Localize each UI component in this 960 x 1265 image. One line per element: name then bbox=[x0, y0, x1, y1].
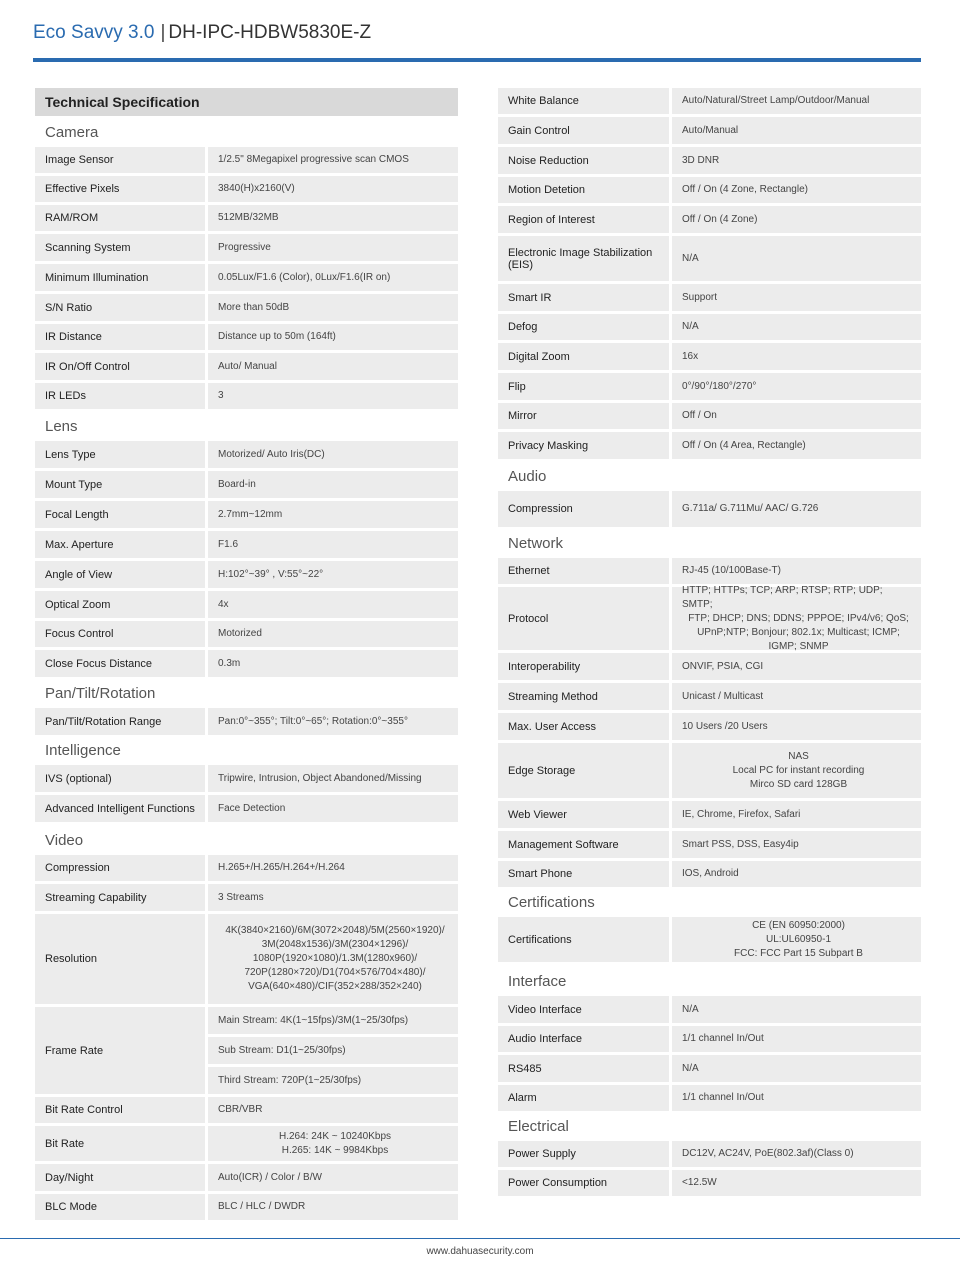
spec-row-frame-rate bbox=[35, 1007, 458, 1094]
spec-row-ivs-optional bbox=[35, 765, 458, 792]
section-heading-electrical: Electrical bbox=[508, 1118, 569, 1135]
spec-label: Region of Interest bbox=[508, 213, 595, 226]
spec-value: Pan:0°~355°; Tilt:0°~65°; Rotation:0°~355° bbox=[205, 708, 458, 735]
spec-value: N/A bbox=[669, 236, 921, 281]
model-name: DH-IPC-HDBW5830E-Z bbox=[168, 22, 372, 43]
header-rule bbox=[33, 58, 921, 62]
spec-value: Sub Stream: D1(1~25/30fps) bbox=[208, 1037, 458, 1064]
spec-value-line: Mirco SD card 128GB bbox=[749, 778, 848, 790]
spec-value-line: NAS bbox=[788, 750, 809, 762]
spec-label: Compression bbox=[45, 862, 110, 874]
spec-row-effective-pixels bbox=[35, 176, 458, 202]
spec-value: 1/1 channel In/Out bbox=[669, 1026, 921, 1052]
spec-value: IOS, Android bbox=[669, 861, 921, 887]
spec-value-line: 3M(2048x1536)/3M(2304×1296)/ bbox=[261, 939, 409, 950]
spec-value: Motorized/ Auto Iris(DC) bbox=[205, 441, 458, 468]
spec-value: Distance up to 50m (164ft) bbox=[205, 324, 458, 350]
spec-label: Smart Phone bbox=[508, 868, 573, 880]
spec-value: 0.3m bbox=[205, 650, 458, 677]
spec-value-line: H.265: 14K ~ 9984Kbps bbox=[281, 1144, 389, 1156]
spec-value: Board-in bbox=[205, 471, 458, 498]
spec-title: Technical Specification bbox=[35, 88, 458, 116]
spec-row-audio-interface bbox=[498, 1026, 921, 1052]
spec-label: Image Sensor bbox=[45, 154, 114, 166]
spec-label: Mirror bbox=[508, 410, 537, 422]
spec-value: 0°/90°/180°/270° bbox=[669, 373, 921, 400]
spec-row-power-consumption bbox=[498, 1170, 921, 1196]
spec-row-max-user-access bbox=[498, 713, 921, 740]
spec-value-line: 1080P(1920×1080)/1.3M(1280x960)/ bbox=[252, 953, 418, 964]
spec-label: IR On/Off Control bbox=[45, 360, 130, 373]
spec-row-s-n-ratio bbox=[35, 294, 458, 321]
spec-row-pan-tilt-rotation-range bbox=[35, 708, 458, 735]
section-heading-lens: Lens bbox=[45, 418, 78, 435]
section-heading-camera: Camera bbox=[45, 124, 99, 141]
spec-value: 2.7mm~12mm bbox=[205, 501, 458, 528]
section-heading-intelligence: Intelligence bbox=[45, 742, 121, 759]
spec-label: Scanning System bbox=[45, 241, 131, 254]
spec-value: Unicast / Multicast bbox=[669, 683, 921, 710]
section-heading-pan-tilt-rotation: Pan/Tilt/Rotation bbox=[45, 685, 156, 702]
spec-label: Privacy Masking bbox=[508, 439, 589, 452]
spec-row-region-of-interest bbox=[498, 206, 921, 233]
footer-rule bbox=[0, 1238, 960, 1239]
spec-label: RS485 bbox=[508, 1062, 542, 1075]
section-heading-video: Video bbox=[45, 832, 84, 849]
spec-row-focal-length bbox=[35, 501, 458, 528]
spec-label: Advanced Intelligent Functions bbox=[45, 802, 195, 815]
spec-row-certifications bbox=[498, 917, 921, 962]
spec-value: 16x bbox=[669, 343, 921, 370]
spec-label: Bit Rate bbox=[45, 1137, 85, 1150]
spec-row-angle-of-view bbox=[35, 561, 458, 588]
spec-value-line: UL:UL60950-1 bbox=[765, 933, 832, 945]
spec-label: Protocol bbox=[508, 612, 549, 625]
spec-value: CBR/VBR bbox=[205, 1097, 458, 1123]
spec-row-close-focus-distance bbox=[35, 650, 458, 677]
spec-label: Optical Zoom bbox=[45, 598, 111, 611]
spec-value: 10 Users /20 Users bbox=[669, 713, 921, 740]
series-name: Eco Savvy 3.0 bbox=[33, 22, 155, 43]
spec-value: 3D DNR bbox=[669, 147, 921, 174]
spec-value: Auto(ICR) / Color / B/W bbox=[205, 1164, 458, 1191]
spec-value: Smart PSS, DSS, Easy4ip bbox=[669, 831, 921, 858]
section-heading-network: Network bbox=[508, 535, 564, 552]
spec-label: RAM/ROM bbox=[45, 212, 99, 224]
spec-column-left bbox=[35, 88, 458, 1220]
spec-value: BLC / HLC / DWDR bbox=[205, 1194, 458, 1220]
spec-row-ethernet bbox=[498, 558, 921, 584]
spec-label: Effective Pixels bbox=[45, 183, 120, 195]
spec-value: Auto/ Manual bbox=[205, 353, 458, 380]
spec-value: Tripwire, Intrusion, Object Abandoned/Missing bbox=[205, 765, 458, 792]
spec-row-alarm bbox=[498, 1085, 921, 1111]
spec-value: N/A bbox=[669, 1055, 921, 1082]
spec-value bbox=[669, 584, 921, 652]
spec-value-line: 720P(1280×720)/D1(704×576/704×480)/ bbox=[244, 967, 426, 978]
spec-label: Minimum Illumination bbox=[45, 271, 149, 284]
header-separator: | bbox=[160, 22, 166, 43]
spec-label: Compression bbox=[508, 503, 573, 515]
spec-label: BLC Mode bbox=[45, 1201, 97, 1213]
spec-label: Bit Rate Control bbox=[45, 1104, 123, 1116]
spec-row-digital-zoom bbox=[498, 343, 921, 370]
section-heading-certifications: Certifications bbox=[508, 894, 595, 911]
spec-value: 4x bbox=[205, 591, 458, 618]
spec-label: Angle of View bbox=[45, 568, 113, 581]
spec-label: Flip bbox=[508, 380, 526, 393]
spec-row-compression bbox=[35, 855, 458, 881]
spec-value: 512MB/32MB bbox=[205, 205, 458, 231]
spec-value: 3 Streams bbox=[205, 884, 458, 911]
spec-label: Web Viewer bbox=[508, 808, 567, 821]
spec-row-ir-on-off-control bbox=[35, 353, 458, 380]
spec-value: 0.05Lux/F1.6 (Color), 0Lux/F1.6(IR on) bbox=[205, 264, 458, 291]
spec-row-video-interface bbox=[498, 996, 921, 1023]
spec-label: S/N Ratio bbox=[45, 301, 93, 314]
spec-label: Certifications bbox=[508, 933, 572, 946]
spec-row-smart-ir bbox=[498, 284, 921, 311]
spec-value-line: CE (EN 60950:2000) bbox=[752, 919, 845, 931]
spec-value: H:102°~39° , V:55°~22° bbox=[205, 561, 458, 588]
spec-label: IVS (optional) bbox=[45, 772, 112, 785]
spec-value-line: 4K(3840×2160)/6M(3072×2048)/5M(2560×1920)/ bbox=[225, 925, 445, 936]
spec-label: Alarm bbox=[508, 1092, 537, 1104]
spec-row-ir-leds bbox=[35, 383, 458, 409]
spec-label: Ethernet bbox=[508, 565, 550, 577]
spec-row-minimum-illumination bbox=[35, 264, 458, 291]
spec-value: H.265+/H.265/H.264+/H.264 bbox=[205, 855, 458, 881]
spec-value-line: UPnP;NTP; Bonjour; 802.1x; Multicast; ICMP; bbox=[697, 626, 900, 638]
spec-row-bit-rate-control bbox=[35, 1097, 458, 1123]
spec-row-resolution bbox=[35, 914, 458, 1004]
spec-label: Streaming Method bbox=[508, 690, 598, 703]
spec-label: Mount Type bbox=[45, 478, 103, 491]
section-heading-interface: Interface bbox=[508, 973, 567, 990]
spec-row-white-balance bbox=[498, 88, 921, 114]
spec-row-image-sensor bbox=[35, 147, 458, 173]
spec-value: Main Stream: 4K(1~15fps)/3M(1~25/30fps) bbox=[208, 1007, 458, 1034]
spec-value: Support bbox=[669, 284, 921, 311]
spec-value bbox=[205, 914, 458, 1004]
spec-value: Progressive bbox=[205, 234, 458, 261]
spec-row-gain-control bbox=[498, 117, 921, 144]
spec-row-mirror bbox=[498, 403, 921, 429]
spec-label: Frame Rate bbox=[35, 1007, 205, 1094]
spec-label: Lens Type bbox=[45, 448, 96, 461]
spec-row-lens-type bbox=[35, 441, 458, 468]
spec-value: ONVIF, PSIA, CGI bbox=[669, 653, 921, 680]
spec-value: Off / On (4 Zone, Rectangle) bbox=[669, 177, 921, 203]
spec-value: Off / On (4 Zone) bbox=[669, 206, 921, 233]
spec-label: Power Supply bbox=[508, 1148, 576, 1160]
spec-column-right bbox=[498, 88, 921, 1196]
spec-row-streaming-method bbox=[498, 683, 921, 710]
spec-label: Edge Storage bbox=[508, 764, 576, 777]
spec-row-smart-phone bbox=[498, 861, 921, 887]
spec-row-ram-rom bbox=[35, 205, 458, 231]
spec-value: Third Stream: 720P(1~25/30fps) bbox=[208, 1067, 458, 1094]
spec-label: Close Focus Distance bbox=[45, 657, 152, 670]
spec-value: Motorized bbox=[205, 621, 458, 647]
spec-row-motion-detetion bbox=[498, 177, 921, 203]
spec-label: IR Distance bbox=[45, 331, 102, 343]
spec-row-day-night bbox=[35, 1164, 458, 1191]
spec-row-rs485 bbox=[498, 1055, 921, 1082]
spec-row-compression bbox=[498, 491, 921, 527]
spec-value: 1/1 channel In/Out bbox=[669, 1085, 921, 1111]
footer-url: www.dahuasecurity.com bbox=[426, 1246, 534, 1257]
spec-row-streaming-capability bbox=[35, 884, 458, 911]
spec-row-scanning-system bbox=[35, 234, 458, 261]
spec-value bbox=[669, 917, 921, 962]
spec-row-optical-zoom bbox=[35, 591, 458, 618]
spec-row-defog bbox=[498, 314, 921, 340]
spec-row-electronic-image-stabilization-eis bbox=[498, 236, 921, 281]
spec-row-power-supply bbox=[498, 1141, 921, 1167]
spec-value: G.711a/ G.711Mu/ AAC/ G.726 bbox=[669, 491, 921, 527]
spec-value: 3840(H)x2160(V) bbox=[205, 176, 458, 202]
spec-label: Resolution bbox=[45, 953, 97, 965]
spec-value: Auto/Natural/Street Lamp/Outdoor/Manual bbox=[669, 88, 921, 114]
spec-value-line: HTTP; HTTPs; TCP; ARP; RTSP; RTP; UDP; SMTP; bbox=[682, 584, 883, 610]
spec-row-bit-rate bbox=[35, 1126, 458, 1161]
spec-row-max-aperture bbox=[35, 531, 458, 558]
spec-value: IE, Chrome, Firefox, Safari bbox=[669, 801, 921, 828]
spec-row-blc-mode bbox=[35, 1194, 458, 1220]
spec-label: Audio Interface bbox=[508, 1033, 582, 1045]
spec-value: N/A bbox=[669, 314, 921, 340]
spec-label: Focus Control bbox=[45, 628, 114, 640]
spec-label: Streaming Capability bbox=[45, 891, 147, 904]
spec-row-web-viewer bbox=[498, 801, 921, 828]
spec-row-protocol bbox=[498, 584, 921, 652]
spec-label: Motion Detetion bbox=[508, 184, 586, 196]
spec-label: Video Interface bbox=[508, 1003, 582, 1016]
spec-value: <12.5W bbox=[669, 1170, 921, 1196]
spec-label: Power Consumption bbox=[508, 1177, 608, 1189]
spec-label: Focal Length bbox=[45, 508, 109, 521]
spec-label: White Balance bbox=[508, 95, 579, 107]
spec-label: Pan/Tilt/Rotation Range bbox=[45, 715, 162, 728]
spec-label: Defog bbox=[508, 321, 538, 333]
spec-value-line: FTP; DHCP; DNS; DDNS; PPPOE; IPv4/v6; QoS; bbox=[688, 612, 909, 624]
spec-value-line: Local PC for instant recording bbox=[732, 764, 865, 776]
spec-value bbox=[669, 743, 921, 798]
spec-label: IR LEDs bbox=[45, 390, 86, 402]
spec-value: Off / On (4 Area, Rectangle) bbox=[669, 432, 921, 459]
spec-row-privacy-masking bbox=[498, 432, 921, 459]
spec-value-line: IGMP; SNMP bbox=[768, 640, 829, 652]
spec-label: Gain Control bbox=[508, 124, 570, 137]
spec-value-line: FCC: FCC Part 15 Subpart B bbox=[734, 947, 863, 959]
spec-value: DC12V, AC24V, PoE(802.3af)(Class 0) bbox=[669, 1141, 921, 1167]
spec-value: RJ-45 (10/100Base-T) bbox=[669, 558, 921, 584]
spec-label: Interoperability bbox=[508, 660, 581, 673]
spec-value: Auto/Manual bbox=[669, 117, 921, 144]
spec-value: 1/2.5" 8Megapixel progressive scan CMOS bbox=[205, 147, 458, 173]
section-heading-audio: Audio bbox=[508, 468, 547, 485]
spec-value-line: VGA(640×480)/CIF(352×288/352×240) bbox=[248, 981, 422, 992]
spec-label: Digital Zoom bbox=[508, 350, 570, 363]
spec-value-line: H.264: 24K ~ 10240Kbps bbox=[278, 1130, 392, 1142]
spec-label: Noise Reduction bbox=[508, 154, 589, 167]
spec-label: Max. User Access bbox=[508, 720, 597, 733]
spec-label: Day/Night bbox=[45, 1171, 94, 1184]
spec-row-flip bbox=[498, 373, 921, 400]
spec-row-interoperability bbox=[498, 653, 921, 680]
spec-label: Electronic Image Stabilization (EIS) bbox=[508, 246, 653, 271]
document-header bbox=[33, 20, 371, 46]
spec-label: Smart IR bbox=[508, 291, 552, 304]
spec-value: 3 bbox=[205, 383, 458, 409]
spec-value: More than 50dB bbox=[205, 294, 458, 321]
spec-label: Management Software bbox=[508, 838, 619, 851]
spec-label: Max. Aperture bbox=[45, 538, 114, 551]
spec-value bbox=[205, 1126, 458, 1161]
spec-row-advanced-intelligent-functions bbox=[35, 795, 458, 822]
spec-row-mount-type bbox=[35, 471, 458, 498]
spec-value: Off / On bbox=[669, 403, 921, 429]
spec-row-management-software bbox=[498, 831, 921, 858]
spec-value: N/A bbox=[669, 996, 921, 1023]
spec-row-focus-control bbox=[35, 621, 458, 647]
spec-value: F1.6 bbox=[205, 531, 458, 558]
spec-row-noise-reduction bbox=[498, 147, 921, 174]
spec-value: Face Detection bbox=[205, 795, 458, 822]
spec-row-ir-distance bbox=[35, 324, 458, 350]
spec-row-edge-storage bbox=[498, 743, 921, 798]
